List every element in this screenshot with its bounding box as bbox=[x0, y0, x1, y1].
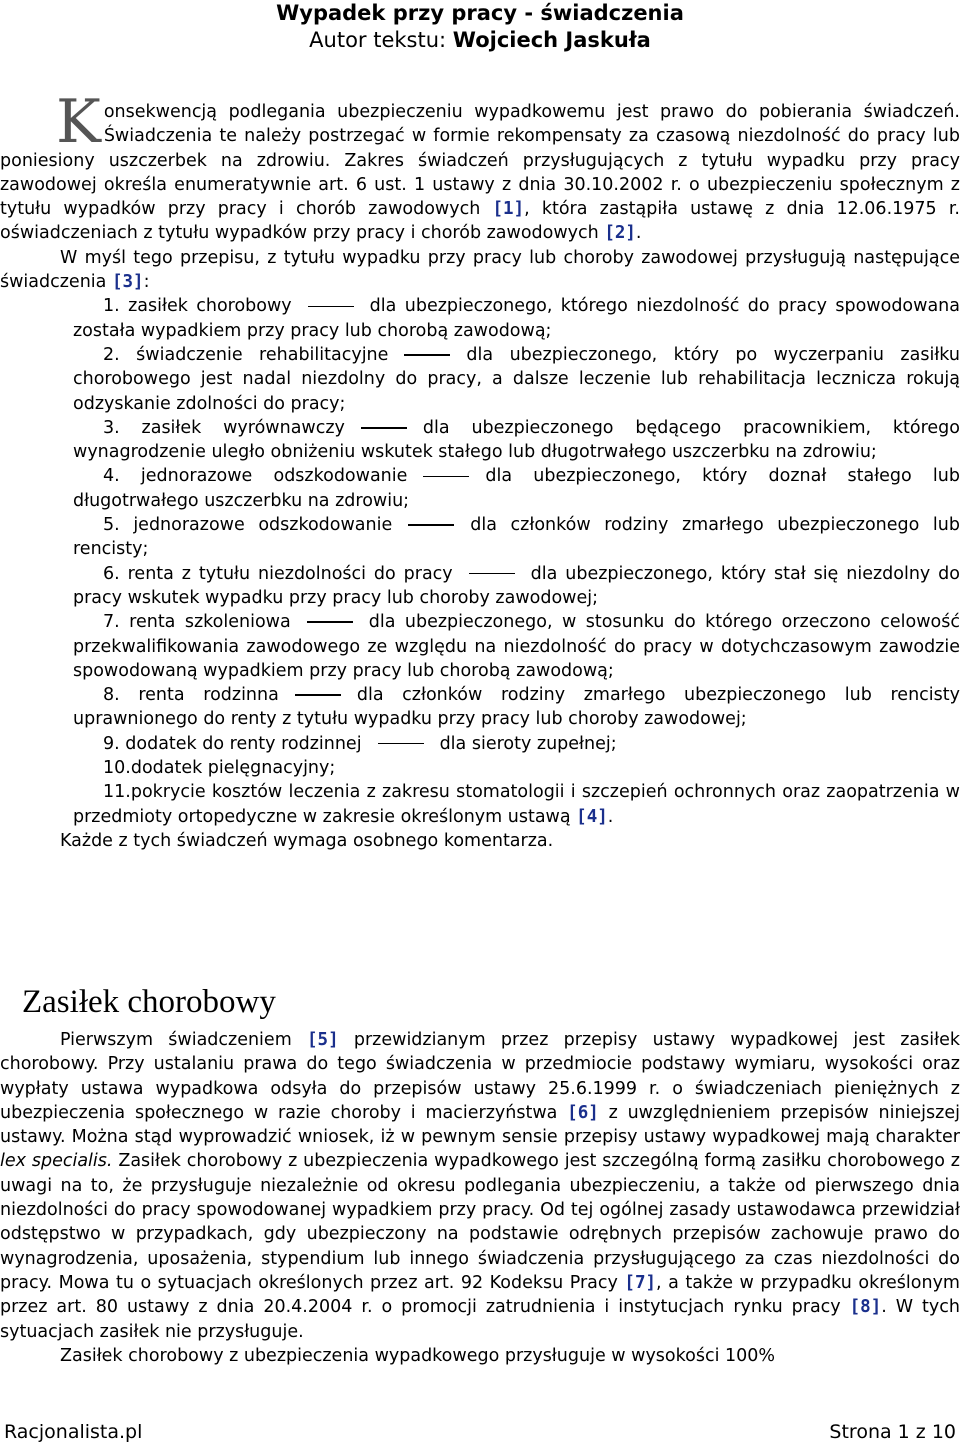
list-item-name: jednorazowe odszkodowanie bbox=[140, 466, 408, 487]
list-item-name: zasiłek chorobowy bbox=[128, 296, 292, 317]
author-line bbox=[0, 27, 960, 54]
list-item-7 bbox=[73, 610, 960, 683]
list-item-name: renta szkoleniowa bbox=[129, 612, 291, 633]
footnote-ref-5[interactable]: [5] bbox=[307, 1030, 339, 1050]
em-dash bbox=[404, 354, 450, 356]
list-item-description: dla ubezpieczonego, w stosunku do którego orzeczono celowość przekwalifikowania zawodowego ze względu na niezdolność do pracy w dotychczasowym zawodzie spowodowaną wypadkiem przy pracy lub chorobą zawodową; bbox=[73, 612, 960, 681]
footnote-ref-4[interactable]: [4] bbox=[576, 806, 608, 827]
list-item-name: zasiłek wyrównawczy bbox=[141, 417, 345, 438]
footnote-ref-6[interactable]: [6] bbox=[567, 1102, 599, 1123]
list-item-10: 10.dodatek pielęgnacyjny; bbox=[103, 758, 336, 779]
intro-paragraph bbox=[0, 87, 960, 246]
list-item-name: renta z tytułu niezdolności do pracy bbox=[127, 563, 453, 584]
list-item-number: 3. bbox=[103, 417, 120, 438]
em-dash bbox=[295, 694, 341, 696]
list-item-5 bbox=[73, 513, 960, 562]
sec-text-d: Zasiłek chorobowy z ubezpieczenia wypadkowego jest szczególną formą zasiłku chorobowego z uwagi na to, że przysługuje niezależnie od okresu podlegania ubezpieczeniu, a także od pierwszego dnia niezdolności do pracy spowodowanej wypadkiem przy pracy. Od tej ogólnej zasady ustawodawca przewidział odstępstwo w przypadkach, gdy ubezpieczony na podstawie odrębnych przepisów zachowuje prawo do wynagrodzenia, uposażenia, stypendium lub innego świadczenia przysługującego za czas niezdolności do pracy. Mowa tu o sytuacjach określonych przez art. 92 Kodeksu Pracy bbox=[0, 1151, 960, 1293]
item11-text: 11.pokrycie kosztów leczenia z zakresu stomatologii i szczepień ochronnych oraz zaopatrzenia w przedmioty ortopedyczne w zakresie określonym ustawą bbox=[73, 782, 960, 827]
list-item-3 bbox=[73, 416, 960, 465]
list-item-description: dla ubezpieczonego, którego niezdolność do pracy spowodowana została wypadkiem przy pracy lub chorobą zawodową; bbox=[73, 296, 960, 341]
list-item-name: świadczenie rehabilitacyjne bbox=[136, 344, 389, 365]
list-item-description: dla sieroty zupełnej; bbox=[439, 733, 617, 754]
intro2-text: W myśl tego przepisu, z tytułu wypadku przy pracy lub choroby zawodowej przysługują następujące świadczenia bbox=[0, 247, 960, 293]
list-item-number: 6. bbox=[103, 563, 120, 584]
author-name: Wojciech Jaskuła bbox=[452, 28, 651, 52]
sec-text-b: przewidzianym przez przepisy ustawy wypadkowej jest zasiłek chorobowy. Przy ustalaniu prawa do tego świadczenia w przedmiocie podstawy wymiaru, wysokości oraz wypłaty ustawa wypadkowa odsyła do przepisów ustawy 25.6.1999 r. o świadczeniach pieniężnych z ubezpieczenia społecznego w razie choroby i macierzyństwa bbox=[0, 1030, 960, 1123]
em-dash bbox=[408, 524, 454, 526]
section-heading: Zasiłek chorobowy bbox=[22, 984, 276, 1020]
footer-site[interactable]: Racjonalista.pl bbox=[4, 1421, 143, 1443]
em-dash bbox=[378, 743, 424, 745]
list-item-number: 2. bbox=[103, 344, 120, 365]
intro-text-b: , która zastąpiła ustawę z dnia 12.06.1975 r. oświadczeniach z tytułu wypadków przy pracy i chorób zawodowych bbox=[0, 199, 960, 244]
sec-text-a: Pierwszym świadczeniem bbox=[60, 1030, 307, 1050]
document-title: Wypadek przy pracy - świadczenia bbox=[276, 1, 684, 25]
sec-italic: lex specialis. bbox=[0, 1151, 113, 1172]
drop-cap: K bbox=[56, 87, 101, 157]
em-dash bbox=[308, 306, 354, 308]
list-item-11 bbox=[73, 780, 960, 829]
list-item-name: jednorazowe odszkodowanie bbox=[133, 515, 393, 536]
footnote-ref-2[interactable]: [2] bbox=[604, 223, 636, 244]
list-item-description: dla członków rodziny zmarłego ubezpieczonego lub rencisty uprawnionego do renty z tytułu wypadku przy pracy lub choroby zawodowej; bbox=[73, 685, 960, 730]
list-item-number: 4. bbox=[103, 466, 120, 487]
intro-section bbox=[0, 87, 960, 853]
list-item-number: 5. bbox=[103, 515, 120, 536]
section-body bbox=[0, 1028, 960, 1368]
em-dash bbox=[307, 621, 353, 623]
list-item-name: renta rodzinna bbox=[138, 685, 279, 706]
author-prefix: Autor tekstu: bbox=[309, 28, 453, 52]
list-item-4 bbox=[73, 464, 960, 513]
list-item-number: 7. bbox=[103, 612, 120, 633]
footnote-ref-1[interactable]: [1] bbox=[492, 199, 525, 220]
list-item-8 bbox=[73, 683, 960, 732]
em-dash bbox=[469, 573, 515, 575]
list-item-description: dla członków rodziny zmarłego ubezpieczonego lub rencisty; bbox=[73, 515, 960, 560]
benefits-list bbox=[0, 294, 960, 756]
em-dash bbox=[423, 476, 469, 478]
item11-end: . bbox=[607, 806, 614, 827]
list-item-description: dla ubezpieczonego, który stał się niezdolny do pracy wskutek wypadku przy pracy lub choroby zawodowej; bbox=[73, 563, 960, 608]
footnote-ref-3[interactable]: [3] bbox=[111, 272, 144, 293]
intro-text-c: . bbox=[635, 223, 642, 244]
list-item-name: dodatek do renty rodzinnej bbox=[125, 733, 362, 754]
sec-text-e: , a także w przypadku określonym przez art. 80 ustawy z dnia 20.4.2004 r. o promocji zatrudnienia i instytucjach rynku pracy bbox=[0, 1272, 960, 1318]
footer-page-number: Strona 1 z 10 bbox=[829, 1421, 956, 1443]
list-item-number: 9. bbox=[103, 733, 120, 754]
list-item-description: dla ubezpieczonego, który po wyczerpaniu zasiłku chorobowego jest nadal niezdolny do pracy, a dalsze leczenie lub rehabilitacja lecznicza rokują odzyskanie zdolności do pracy; bbox=[73, 344, 960, 414]
section-paragraph bbox=[0, 1028, 960, 1344]
footnote-ref-7[interactable]: [7] bbox=[624, 1272, 657, 1293]
list-item-description: dla ubezpieczonego będącego pracownikiem, którego wynagrodzenie uległo obniżeniu wskutek stałego lub długotrwałego uszczerbku na zdrowiu; bbox=[73, 417, 960, 463]
section-last-line: Zasiłek chorobowy z ubezpieczenia wypadkowego przysługuje w wysokości 100% bbox=[60, 1345, 776, 1366]
list-item-6 bbox=[73, 562, 960, 611]
list-item-9 bbox=[73, 732, 960, 756]
intro2-text-b: : bbox=[143, 272, 150, 293]
footnote-ref-8[interactable]: [8] bbox=[849, 1297, 882, 1318]
intro-paragraph-2 bbox=[0, 246, 960, 295]
list-item-2 bbox=[73, 343, 960, 416]
em-dash bbox=[361, 427, 407, 429]
closing-sentence: Każde z tych świadczeń wymaga osobnego komentarza. bbox=[60, 830, 554, 851]
list-item-number: 8. bbox=[103, 685, 120, 706]
list-item-1 bbox=[73, 294, 960, 343]
sec-text-c: z uwzględnieniem przepisów niniejszej ustawy. Można stąd wyprowadzić wniosek, iż w pewnym sensie przepisy ustawy wypadkowej mają charakter bbox=[0, 1102, 960, 1148]
list-item-description: dla ubezpieczonego, który doznał stałego lub długotrwałego uszczerbku na zdrowiu; bbox=[73, 466, 960, 511]
list-item-number: 1. bbox=[103, 296, 120, 317]
sec-text-f: . W tych sytuacjach zasiłek nie przysługuje. bbox=[0, 1297, 960, 1342]
intro-text: onsekwencją podlegania ubezpieczeniu wypadkowemu jest prawo do pobierania świadczeń. Świadczenia te należy postrzegać w formie rekompensaty za czasową niezdolność do pracy lub poniesiony uszczerbek na zdrowiu. Zakres świadczeń przysługujących z tytułu wypadku przy pracy zawodowej określa enumeratywnie art. 6 ust. 1 ustawy z dnia 30.10.2002 r. o ubezpieczeniu społecznym z tytułu wypadków przy pracy i chorób zawodowych bbox=[0, 102, 960, 220]
